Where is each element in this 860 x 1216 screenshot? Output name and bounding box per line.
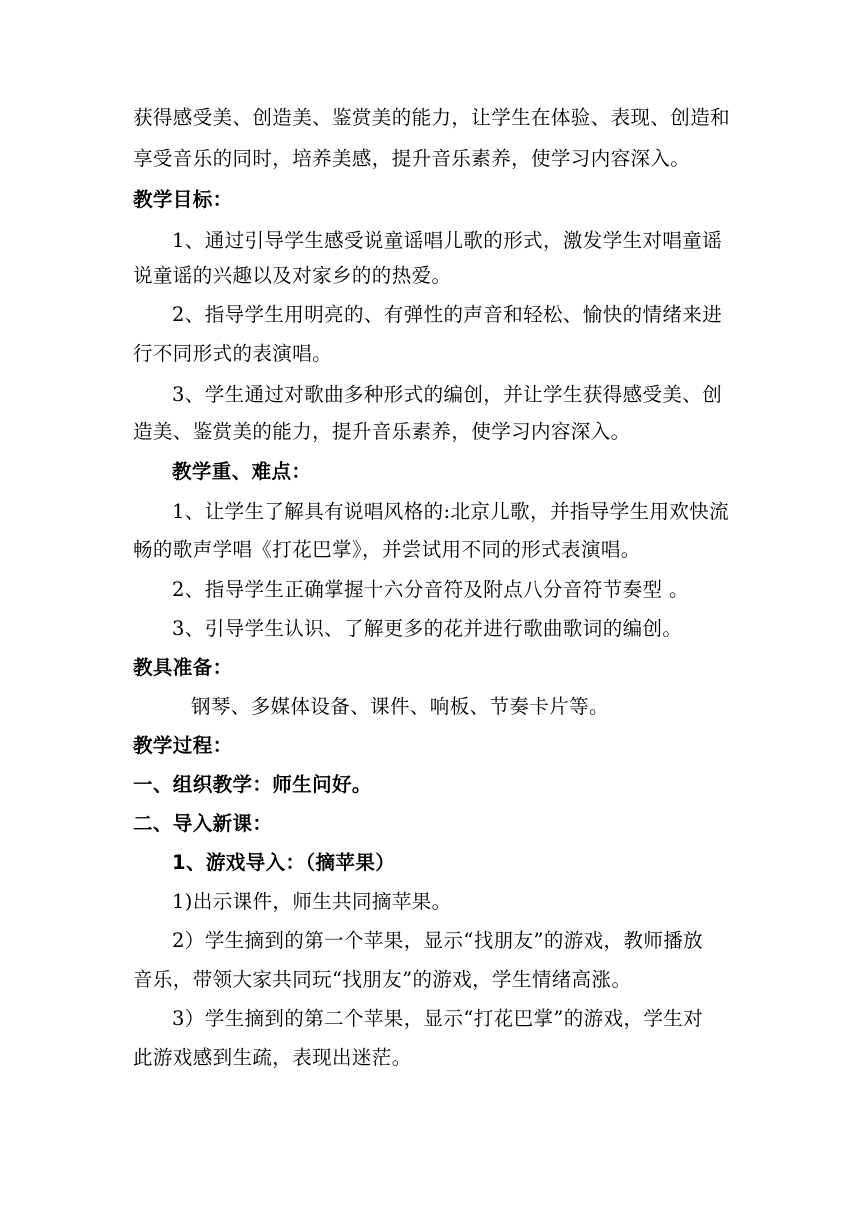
- materials-text: 钢琴、多媒体设备、课件、响板、节奏卡片等。: [191, 695, 609, 718]
- process-line: 1)出示课件，师生共同摘苹果。: [172, 890, 452, 913]
- key-point-line: 畅的歌声学唱《打花巴掌》，并尝试用不同的形式表演唱。: [133, 538, 641, 561]
- process-line: 音乐，带领大家共同玩“找朋友”的游戏，学生情绪高涨。: [133, 968, 632, 991]
- key-point-line: 3、引导学生认识、了解更多的花并进行歌曲歌词的编创。: [172, 617, 683, 640]
- key-point-line: 2、指导学生正确掌握十六分音符及附点八分音符节奏型 。: [172, 578, 689, 601]
- objective-line: 说童谣的兴趣以及对家乡的的热爱。: [133, 264, 452, 287]
- materials-heading: 教具准备：: [133, 656, 233, 679]
- objective-line: 3、学生通过对歌曲多种形式的编创，并让学生获得感受美、创: [172, 383, 723, 406]
- process-sub-1: 1、游戏导入：（摘苹果）: [172, 851, 396, 874]
- objective-line: 造美、鉴赏美的能力，提升音乐素养，使学习内容深入。: [133, 420, 631, 443]
- key-point-line: 1、让学生了解具有说唱风格的:北京儿歌，并指导学生用欢快流: [172, 500, 730, 523]
- process-line: 2）学生摘到的第一个苹果，显示“找朋友”的游戏，教师播放: [172, 929, 704, 952]
- objective-line: 2、指导学生用明亮的、有弹性的声音和轻松、愉快的情绪来进: [172, 303, 723, 326]
- process-line: 此游戏感到生疏，表现出迷茫。: [133, 1046, 412, 1069]
- process-line: 3）学生摘到的第二个苹果，显示“打花巴掌”的游戏，学生对: [172, 1007, 704, 1030]
- intro-line-1: 获得感受美、创造美、鉴赏美的能力，让学生在体验、表现、创造和: [133, 106, 731, 129]
- process-heading: 教学过程：: [133, 734, 233, 757]
- process-step-2: 二、导入新课：: [133, 812, 273, 835]
- objective-line: 1、通过引导学生感受说童谣唱儿歌的形式，激发学生对唱童谣: [172, 229, 723, 252]
- key-points-heading: 教学重、难点：: [172, 460, 312, 483]
- objective-line: 行不同形式的表演唱。: [133, 342, 333, 365]
- process-step-1: 一、组织教学：师生问好。: [133, 773, 372, 796]
- intro-line-2: 享受音乐的同时，培养美感，提升音乐素养，使学习内容深入。: [133, 147, 691, 170]
- objectives-heading: 教学目标：: [133, 188, 233, 211]
